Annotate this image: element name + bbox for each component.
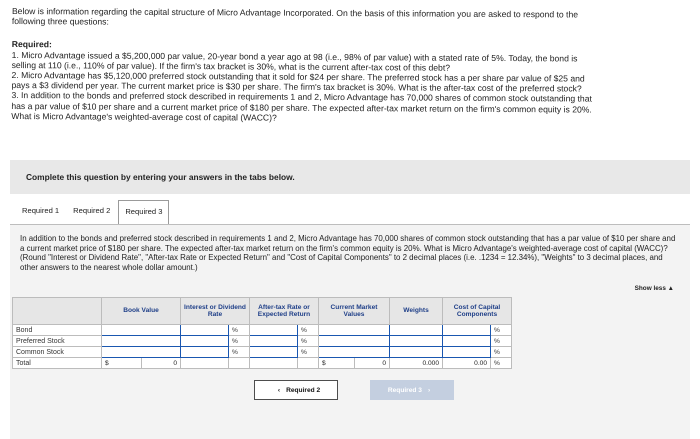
total-cost-pct: %: [491, 358, 512, 369]
header-cost-components: Cost of Capital Components: [443, 298, 512, 325]
requirement-3: 3. In addition to the bonds and preferred stock described in requirements 1 and 2, Micro Advantage has 70,000 shares of common stock outstanding that has a par value of $10 per share and a current market price of $180 per share. The expected after-tax market return on the firm's common equity is 20%. What is Micro Advantage's weighted-average cost of capital (WACC)?: [11, 90, 592, 123]
table-row: [13, 325, 512, 336]
next-button-label: Required 3: [387, 386, 422, 394]
total-market-sign: $: [319, 358, 355, 369]
preferred-weight-input[interactable]: [390, 336, 443, 347]
row-label-bond: Bond: [13, 325, 102, 336]
tab-panel-required-3: [10, 225, 690, 439]
header-after-tax-rate: After-tax Rate or Expected Return: [250, 298, 319, 325]
row-label-preferred: Preferred Stock: [13, 336, 102, 347]
required-heading: Required:: [11, 39, 52, 50]
bond-cost-input[interactable]: [443, 325, 491, 336]
requirement-2: 2. Micro Advantage has $5,120,000 preferred stock outstanding that it sold for $24 per share. The preferred stock has a per share par value of $25 and pays a $3 dividend per year. The current market price is $30 per share. The firm's tax bracket is 30%. What is the after-tax cost of the preferred stock?: [11, 70, 585, 94]
instructions-banner: [10, 160, 690, 194]
common-expected-return-pct: %: [298, 347, 319, 358]
common-cost-input[interactable]: [443, 347, 491, 358]
bond-interest-rate-input[interactable]: [181, 325, 229, 336]
banner-text: Complete this question by entering your answers in the tabs below.: [26, 172, 295, 182]
tab-required-2[interactable]: Required 2: [67, 200, 116, 222]
preferred-dividend-pct: %: [229, 336, 250, 347]
panel-instructions: In addition to the bonds and preferred stock described in requirements 1 and 2, Micro Advantage has 70,000 shares of common stock outstanding that has a par value of $10 per share and a current market price of $180 per share. The expected after-tax market return on the firm's common equity is 20%. What is Micro Advantage's weighted-average cost of capital (WACC)? (Round "Interest or Dividend Rate", "After-tax Rate or Expected Return" and "Cost of Capital Components" to 2 decimal places (i.e. .1234 = 12.34%), "Weights" to 3 decimal places, and other answers to the nearest whole dollar amount.): [20, 234, 676, 272]
chevron-left-icon: ‹: [277, 386, 281, 394]
bond-weight-input[interactable]: [390, 325, 443, 336]
preferred-dividend-rate-input[interactable]: [181, 336, 229, 347]
preferred-market-value-input[interactable]: [319, 336, 390, 347]
common-book-value-input[interactable]: [102, 347, 181, 358]
tab-required-3[interactable]: Required 3: [118, 200, 169, 225]
header-weights: Weights: [390, 298, 443, 325]
common-market-value-input[interactable]: [319, 347, 390, 358]
header-current-market: Current Market Values: [319, 298, 390, 325]
table-header-row: [13, 298, 512, 325]
total-market-value: 0: [354, 358, 390, 369]
common-weight-input[interactable]: [390, 347, 443, 358]
common-dividend-pct: %: [229, 347, 250, 358]
chevron-right-icon: ›: [427, 386, 431, 394]
prev-button-label: Required 2: [286, 386, 321, 394]
common-expected-return-input[interactable]: [250, 347, 298, 358]
bond-book-value-input[interactable]: [102, 325, 181, 336]
prev-required-button[interactable]: [254, 380, 338, 400]
bond-after-tax-input[interactable]: [250, 325, 298, 336]
row-label-total: Total: [13, 358, 102, 369]
row-label-common: Common Stock: [13, 347, 102, 358]
bond-cost-pct: %: [491, 325, 512, 336]
requirement-tabs: [16, 200, 171, 225]
total-book-sign: $: [102, 358, 142, 369]
next-required-button[interactable]: [370, 380, 454, 400]
question-intro: [11, 6, 602, 125]
total-weights: 0.000: [390, 358, 443, 369]
table-row: [13, 336, 512, 347]
common-dividend-rate-input[interactable]: [181, 347, 229, 358]
bond-market-value-input[interactable]: [319, 325, 390, 336]
table-row: [13, 347, 512, 358]
total-after-tax-blank: [250, 358, 298, 369]
total-book-value: 0: [141, 358, 181, 369]
show-less-toggle[interactable]: Show less ▲: [634, 285, 674, 292]
total-cost: 0.00: [443, 358, 491, 369]
preferred-book-value-input[interactable]: [102, 336, 181, 347]
preferred-after-tax-pct: %: [298, 336, 319, 347]
total-interest-pct-blank: [229, 358, 250, 369]
requirement-1: 1. Micro Advantage issued a $5,200,000 par value, 20-year bond a year ago at 98 (i.e., 98% of par value) with a stated rate of 5%. Today, the bond is selling at 110 (i.e., 110% of par value). If the firm's tax bracket is 30%, what is the current after-tax cost of this debt?: [11, 49, 578, 73]
total-after-tax-pct-blank: [298, 358, 319, 369]
preferred-cost-pct: %: [491, 336, 512, 347]
common-cost-pct: %: [491, 347, 512, 358]
header-interest-rate: Interest or Dividend Rate: [181, 298, 250, 325]
header-book-value: Book Value: [102, 298, 181, 325]
total-interest-blank: [181, 358, 229, 369]
header-blank: [13, 298, 102, 325]
bond-after-tax-pct: %: [298, 325, 319, 336]
preferred-cost-input[interactable]: [443, 336, 491, 347]
table-row-total: [13, 358, 512, 369]
intro-lead: Below is information regarding the capital structure of Micro Advantage Incorporated. On the basis of this information you are asked to respond to the following three questions:: [11, 6, 579, 27]
bond-interest-pct: %: [229, 325, 250, 336]
preferred-after-tax-input[interactable]: [250, 336, 298, 347]
wacc-table: [12, 297, 512, 369]
tab-required-1[interactable]: Required 1: [16, 200, 65, 222]
